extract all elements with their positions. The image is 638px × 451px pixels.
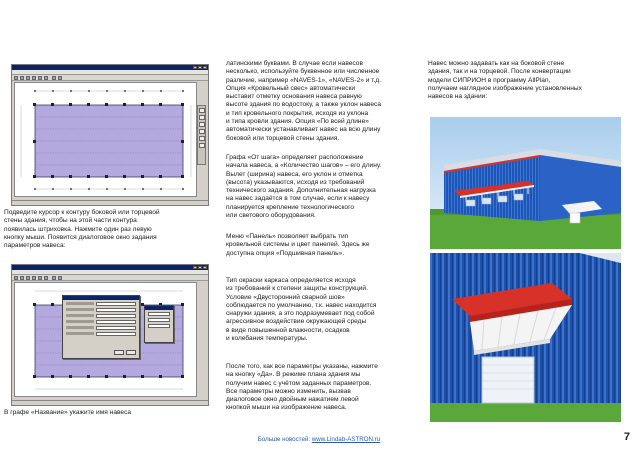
dialog-field[interactable] [66,302,136,306]
plan-canvas [14,82,197,197]
plan-screenshot-2 [11,264,209,406]
toolbar [12,275,208,281]
ok-button[interactable] [114,350,124,355]
col2-paragraph-4: Тип окраски каркаса определяется исходя из требований к степени защиты конструкций. Условие «Двусторонний сварной шов» соблюдается по умолчанию, т.к. навес находится снаружи здания, а это подразумевает под собой агрессивное воздействие окружающей среды в виде повышенной влажности, осадков и колебания температуры. [226,277,377,343]
cancel-button[interactable] [126,350,136,355]
minimize-icon [193,66,197,69]
minimize-icon [193,266,197,269]
secondary-dialog [144,305,174,343]
status-bar [12,200,208,205]
footer-label: Больше новостей: [257,436,311,443]
dialog-field[interactable] [66,326,136,330]
plan-screenshot-1 [11,64,209,206]
maximize-icon [198,266,202,269]
canopy-render-closeup [430,253,621,422]
status-bar [12,400,208,405]
footer-link[interactable]: www.Lindab-ASTRON.ru [311,436,381,443]
close-icon [203,266,207,269]
footer [0,436,638,443]
page-number: 7 [623,431,630,443]
caption-hover-wall: Подведите курсор к контуру боковой или торцевой стены здания, чтобы на этой части контура появилась штриховка. Нажмите один раз левую кнопку мыши. Появится диалоговое окно задания параметров навеса: [4,209,160,250]
dialog-field[interactable] [66,308,136,312]
col2-paragraph-3: Меню «Панель» позволяет выбрать тип кровельной системы и цвет панелей. Здесь же доступна опция «Подшивная панель». [226,233,370,257]
building-plan-drawing [15,83,198,198]
col2-paragraph-2: Графа «От шага» определяет расположение начала навеса, а «Количество шагов» – его длину. Вылет (ширина) навеса, его уклон и отметка (высота) указываются, исходя из требований технического задания. Дополнительная нагрузка на навес задаётся в том случае, если к навесу планируется крепление технологического или светового оборудования. [226,154,382,220]
maximize-icon [198,66,202,69]
caption-name-field: В графе «Название» укажите имя навеса [4,409,132,416]
toolbar [12,75,208,81]
col3-paragraph-1: Навес можно задавать как на боковой стене здания, так и на торцевой. После конвертации модели СИПРИОН в программу AllPlan, получаем наглядное изображение установленных навесов на здании: [428,60,582,101]
dialog-field[interactable] [66,314,136,318]
dialog-field[interactable] [66,320,136,324]
tool-palette [197,105,206,165]
dialog-field[interactable] [66,332,136,336]
canopy-parameters-dialog [62,295,140,359]
canopy-render-side [430,117,621,249]
dialog-titlebar [63,296,139,300]
close-icon [203,66,207,69]
col2-paragraph-1: латинскими буквами. В случае если навесов несколько, используйте буквенное или численное различие, например «NAVES-1», «NAVES-2» и т.д. Опция «Кровельный свес» автоматически выставит отметку основания навеса равную высоте здания по водостоку, а также уклон навеса и тип кровельного покрытия, исходя из уклона и типа кровли здания. Опция «По всей длине» автоматически устанавливает навес на всю длину боковой или торцевой стены здания. [226,60,382,142]
col2-paragraph-5: После того, как все параметры указаны, нажмите на кнопку «Да». В режиме плана здания мы получим навес с учётом заданных параметров. Все параметры можно изменить, вызвав диалоговое окно двойным нажатием левой кнопкой мыши на изображение навеса. [226,363,378,412]
